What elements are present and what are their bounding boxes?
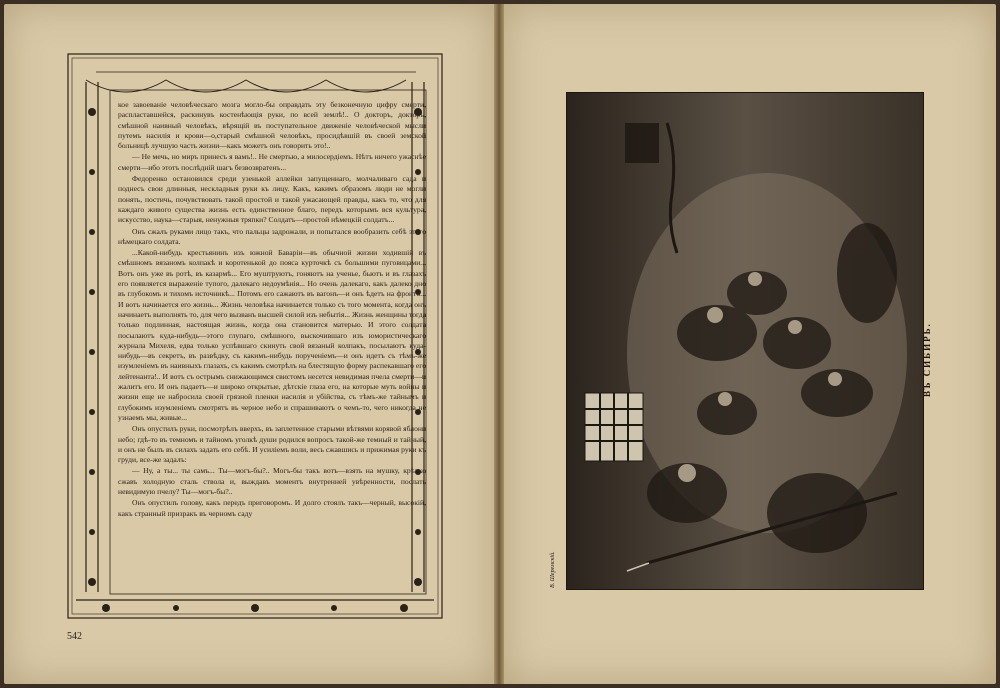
illustration-art xyxy=(567,93,923,589)
paragraph: — Ну, а ты... ты самъ... Ты—могъ-бы?.. Могъ-бы такъ вотъ—взять на мушку, крѣпко сжавъ холодную сталь ствола и, выждавъ моментъ внутренней увѣренности, послать невидимую пчелу? Ты—могъ-бы?.. xyxy=(118,466,426,496)
paragraph: Онъ опустилъ руки, посмотрѣлъ вверхъ, въ заплетенное старыми вѣтвями корявой яблони небо; гдѣ-то въ темномъ и тайномъ уголкѣ души родился вопросъ такой-же темный и тайный, и онъ не былъ въ силахъ задать его себѣ. И усиліемъ воли, весь сжавшись и прижимая руки къ груди, все-же задалъ: xyxy=(118,424,426,465)
paragraph: кое завоеваніе человѣческаго мозга могло-бы оправдать эту безконечную цифру смерти, распластавшейся, раскинувъ костенѣющія руки, по всей землѣ!.. О докторъ, докторъ, смѣшной наивный человѣкъ, вѣрящій въ поступательное движеніе человѣческой мысли путемъ насилія и крови—о,старый смѣшной человѣкъ, просидѣвшій въ своей земской больницѣ лучшую часть жизни—какъ можетъ онъ говорить это!.. xyxy=(118,100,426,151)
artist-credit: В. Шеремскій. xyxy=(550,551,556,588)
paragraph: ...Какой-нибудь крестьянинъ изъ южной Баваріи—въ обычной жизни ходившій въ смѣшномъ вязаномъ колпакѣ и коротенькой до пояса курточкѣ съ большими пуговицами... Вотъ онъ уже въ ротѣ, въ казармѣ... Его муштруютъ, гоняютъ на ученье, бьютъ и въ глазахъ его появляется выраженіе тупого, далекаго недоумѣнія... Но очень далекаго, какъ далеко дно въ глубокомъ и тихомъ источникѣ... Потомъ его сажаютъ въ вагонъ—и онъ ѣдетъ на фронтъ... И вотъ начинается его жизнь... Жизнь человѣка начинается только съ того момента, когда онъ начинаетъ выполнять то, для чего вызванъ высшей силой изъ небытія... Жизнь женщины тогда только подлинная, настоящая жизнь, когда она становится матерью. И этого солдата посылаютъ куда-нибудь—этого глупаго, смѣшного, выскочившаго изъ юмористическаго журнала Михеля, едва только успѣвшаго скинуть свой вязаный колпакъ, посылаютъ куда-нибудь—въ секретъ, въ развѣдку, съ какимъ-нибудь порученіемъ—и онъ идетъ съ тѣмъ-же изумленіемъ въ наивныхъ глазахъ, съ какимъ смотрѣлъ на блестящую форму распекавшаго его лейтенанта!.. И вотъ съ острымъ снижающимся свистомъ несется невидимая пчела смерти—и жалитъ его. И онъ падаетъ—и широко открытые, дѣтскіе глаза его, на которые муть войны и жизни еще не набросила своей грязной пленки насилія и убійства, съ тѣмъ-же тайнымъ и глубокимъ изумленіемъ смотрятъ въ черное небо и спрашиваютъ о чемъ-то, чего никогда не узнаемъ мы, живые... xyxy=(118,248,426,422)
page-number: 542 xyxy=(67,631,82,642)
illustration-caption: ВЪ СИБИРЬ. xyxy=(922,322,932,398)
paragraph: Федоренко остановился среди узенькой аллейки запущеннаго, молчаливаго сада и поднесъ свои длинныя, нескладныя руки къ лицу. Какъ, какимъ образомъ люди не могли понять, постичь, почувствовать такой простой и такой ужасающей правды, какъ то, что для каждаго живого существа жизнь есть единственное благо, передъ которымъ вся культура, искусство, наука—старыя, ненужныя тряпки? Солдатъ—простой нѣмецкій солдатъ... xyxy=(118,174,426,225)
paragraph: Онъ сжалъ руками лицо такъ, что пальцы задрожали, и попытался вообразить себѣ этого нѣмецкаго солдата. xyxy=(118,226,426,246)
paragraph: Онъ опустилъ голову, какъ передъ приговоромъ. И долго стоялъ такъ—черный, высокій, какъ странный призракъ въ черномъ саду xyxy=(118,498,426,518)
paragraph: — Не мечь, но миръ принесъ я вамъ!.. Не смертью, а милосердіемъ. Нѣтъ ничего ужаснѣе смерти—ибо этотъ послѣдній шагъ безвозвратенъ... xyxy=(118,152,426,172)
book-gutter xyxy=(494,4,504,684)
engraving-illustration xyxy=(566,92,924,590)
body-text xyxy=(118,100,426,592)
